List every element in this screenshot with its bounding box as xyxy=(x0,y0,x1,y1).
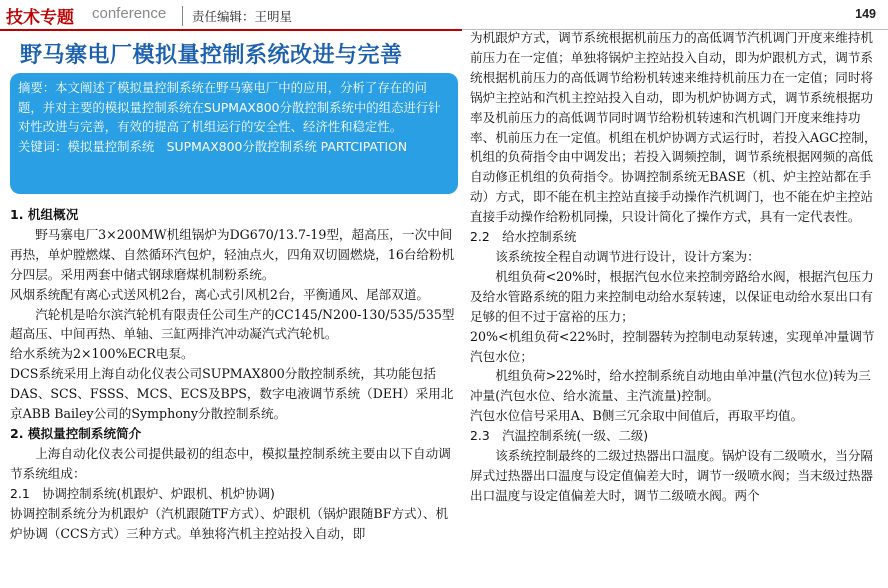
paragraph: DCS系统采用上海自动化仪表公司SUPMAX800分散控制系统，其功能包括DAS、SCS、FSSS、MCS、ECS及BPS，数字电液调节系统（DEH）采用北京ABB Bailey公司的Symphony分散控制系统。 xyxy=(10,366,454,422)
section-tag: 技术专题 xyxy=(6,8,74,28)
paragraph: 野马寨电厂3×200MW机组锅炉为DG670/13.7-19型，超高压，一次中间再热，单炉膛燃煤、自然循环汽包炉，轻油点火，四角双切圆燃烧，16台给粉机分四层。采用两套中储式钢球磨煤机制粉系统。 xyxy=(10,226,455,282)
paragraph: 协调控制系统分为机跟炉（汽机跟随TF方式）、炉跟机（锅炉跟随BF方式）、机炉协调（CCS方式）三种方式。单独将汽机主控站投入自动，即 xyxy=(10,505,449,541)
subsection-heading: 2.3 汽温控制系统(一级、二级) xyxy=(470,428,649,444)
paragraph: 该系统按全程自动调节进行设计，设计方案为： xyxy=(495,248,760,264)
right-column xyxy=(470,28,882,506)
paragraph: 为机跟炉方式，调节系统根据机前压力的高低调节汽机调门开度来维持机前压力在一定值；单独将锅炉主控站投入自动，即为炉跟机方式，调节系统根据机前压力的高低调节给粉机转速来维持机前压力在一定值；同时将锅炉主控站和汽机主控站投入自动，即为机炉协调方式，调节系统根据功率及机前压力的高低调节同时调节给粉机转速和汽机调门开度来维持功率、机前压力在一定值。机组在机炉协调方式运行时，若投入AGC控制，机组的负荷指令由中调发出；若投入调频控制，调节系统根据网频的高低自动修正机组的负荷指令。协调控制系统无BASE（机、炉主控站都在手动）方式，即不能在机主控站直接手动操作汽机调门，也不能在炉主控站直接手动操作给粉机同操，只设计简化了操作方式，具有一定代表性。 xyxy=(470,30,877,225)
header-divider xyxy=(182,6,183,26)
paragraph: 该系统控制最终的二级过热器出口温度。锅炉设有二级喷水，当分隔屏式过热器出口温度与设定值偏差大时，调节一级喷水阀；当末级过热器出口温度与设定值偏差大时，调节二级喷水阀。两个 xyxy=(470,448,873,503)
left-column xyxy=(10,205,458,543)
section-heading: 2. 模拟量控制系统简介 xyxy=(10,425,142,441)
paragraph: 汽包水位信号采用A、B侧三冗余取中间值后，再取平均值。 xyxy=(470,408,804,424)
paragraph: 上海自动化仪表公司提供最初的组态中，模拟量控制系统主要由以下自动调节系统组成： xyxy=(10,445,451,481)
paragraph: 机组负荷>22%时，给水控制系统自动地由单冲量(汽包水位)转为三冲量(汽包水位、给水流量、主汽流量)控制。 xyxy=(470,368,871,404)
paragraph: 机组负荷<20%时，根据汽包水位来控制旁路给水阀，根据汽包压力及给水管路系统的阻力来控制电动给水泵转速，以保证电动给水泵出口有足够的但不过于富裕的压力； xyxy=(470,268,874,324)
paragraph: 给水系统为2×100%ECR电泵。 xyxy=(10,346,194,362)
abstract-text: 摘要：本文阐述了模拟量控制系统在野马寨电厂中的应用，分析了存在的问题，并对主要的模拟量控制系统在SUPMAX800分散控制系统中的组态进行针对性改进与完善，有效的提高了机组运行的安全性、经济性和稳定性。 xyxy=(18,80,441,134)
paragraph: 风烟系统配有离心式送风机2台，离心式引风机2台，平衡通风、尾部双道。 xyxy=(10,286,430,302)
article-title: 野马寨电厂模拟量控制系统改进与完善 xyxy=(20,43,403,68)
paragraph: 汽轮机是哈尔滨汽轮机有限责任公司生产的CC145/N200-130/535/535型超高压、中间再热、单轴、三缸两排汽冲动凝汽式汽轮机。 xyxy=(10,306,455,342)
keywords-text: 关键词：模拟量控制系统 SUPMAX800分散控制系统 PARTCIPATION xyxy=(18,138,408,154)
section-heading: 1. 机组概况 xyxy=(10,207,79,222)
page-number: 149 xyxy=(855,7,876,21)
subsection-heading: 2.1 协调控制系统(机跟炉、炉跟机、机炉协调) xyxy=(10,485,275,501)
subsection-heading: 2.2 给水控制系统 xyxy=(470,229,577,245)
paragraph: 20%<机组负荷<22%时，控制器转为控制电动泵转速，实现单冲量调节汽包水位； xyxy=(470,328,875,364)
editor-credit: 责任编辑：王明星 xyxy=(192,9,293,24)
header-rule-red xyxy=(0,29,462,31)
conference-label: conference xyxy=(92,5,167,22)
abstract-box xyxy=(10,73,458,194)
